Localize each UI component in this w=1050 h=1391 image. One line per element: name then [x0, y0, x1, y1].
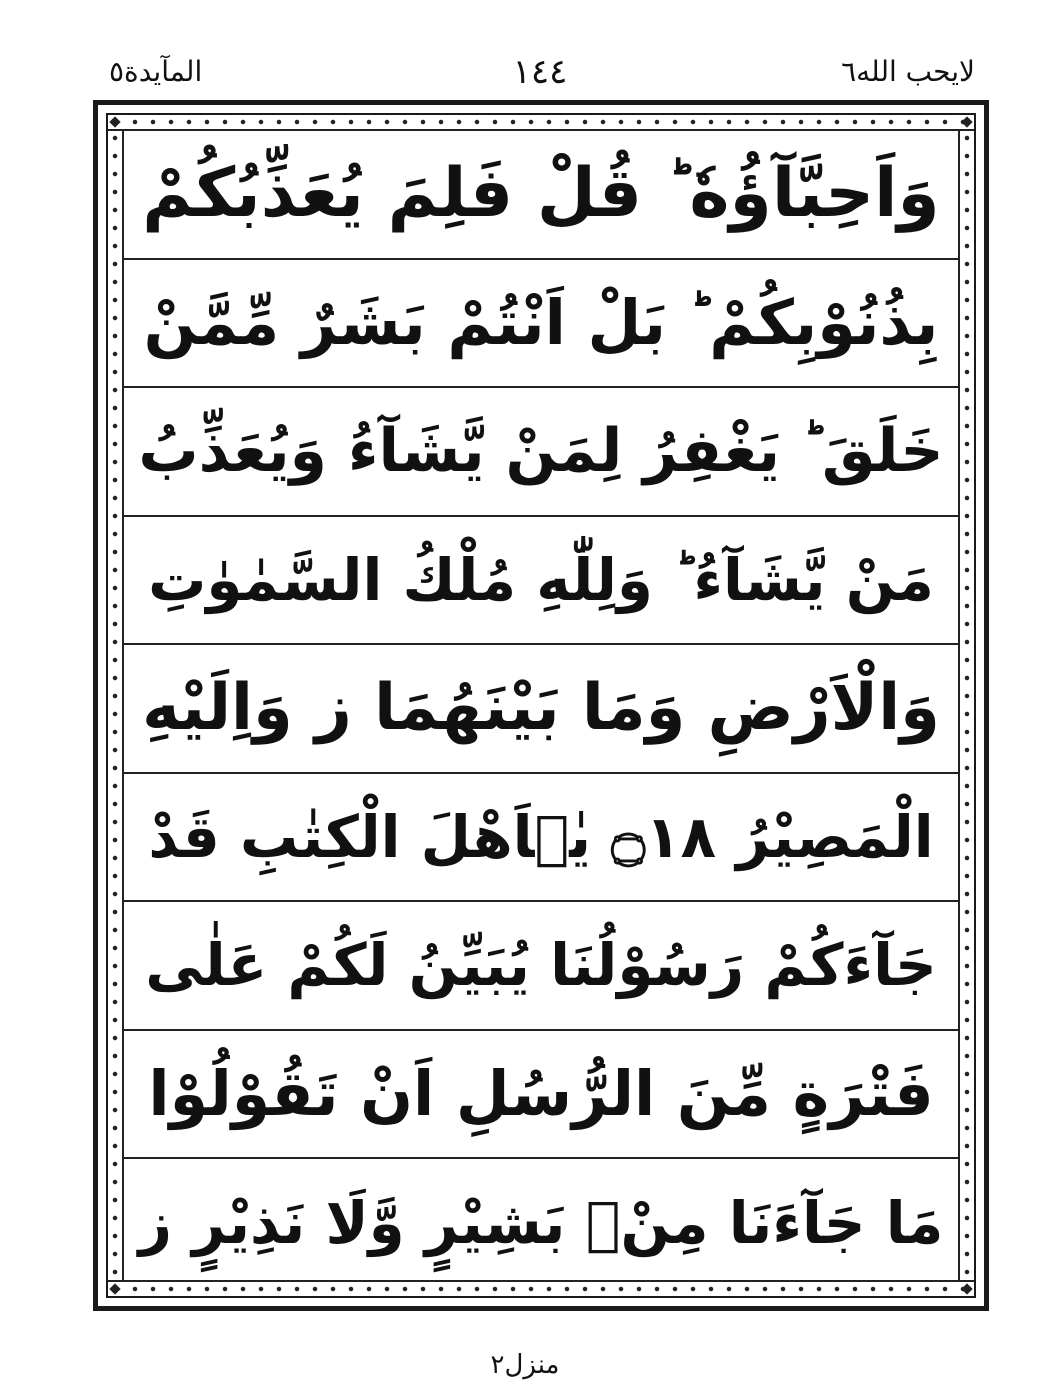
verse-line [124, 1031, 958, 1160]
verse-line-text: فَتْرَةٍ مِّنَ الرُّسُلِ اَنْ تَقُوْلُوْا [148, 1056, 934, 1130]
border-band-left [108, 129, 124, 1282]
ornamental-border [106, 113, 976, 1298]
verse-line [124, 131, 958, 260]
verse-line-text: بِذُنُوْبِكُمْ ؕ بَلْ اَنْتُمْ بَشَرٌ مِّمَّنْ [143, 285, 939, 359]
verse-line-text: جَآءَكُمْ رَسُوْلُنَا يُبَيِّنُ لَكُمْ عَلٰى [145, 931, 937, 1000]
surah-name: المآيدة٥ [109, 55, 203, 88]
verse-line [124, 1159, 958, 1288]
corner-ornament [960, 115, 974, 129]
page-border [93, 100, 989, 1311]
verse-line [124, 645, 958, 774]
page-header [95, 52, 985, 92]
verse-line-text: مَنْ يَّشَآءُ ؕ وَلِلّٰهِ مُلْكُ السَّمٰوٰتِ [148, 545, 934, 614]
manzil-label: منزل٢ [490, 1350, 560, 1380]
verse-text-area [124, 131, 958, 1280]
border-band-top [108, 115, 974, 131]
corner-ornament [960, 1282, 974, 1296]
page-number: ١٤٤ [512, 52, 568, 92]
verse-line-text: خَلَقَ ؕ يَغْفِرُ لِمَنْ يَّشَآءُ وَيُعَذِّبُ [138, 416, 944, 487]
corner-ornament [108, 1282, 122, 1296]
verse-line [124, 902, 958, 1031]
border-band-right [958, 129, 974, 1282]
corner-ornament [108, 115, 122, 129]
verse-line-text: الْمَصِيْرُ ۝١٨ يٰۤاَهْلَ الْكِتٰبِ قَدْ [148, 802, 934, 871]
verse-line-text: وَالْاَرْضِ وَمَا بَيْنَهُمَا ز وَاِلَيْهِ [142, 671, 940, 746]
verse-line [124, 774, 958, 903]
verse-line-text: مَا جَآءَنَا مِنْۢ بَشِيْرٍ وَّلَا نَذِيْرٍ ز [138, 1189, 944, 1258]
verse-line [124, 388, 958, 517]
juz-name: لايحب الله٦ [841, 55, 975, 88]
verse-line-text: وَاَحِبَّآؤُهٗ ؕ قُلْ فَلِمَ يُعَذِّبُكُمْ [142, 154, 940, 234]
verse-line [124, 517, 958, 646]
verse-line [124, 260, 958, 389]
